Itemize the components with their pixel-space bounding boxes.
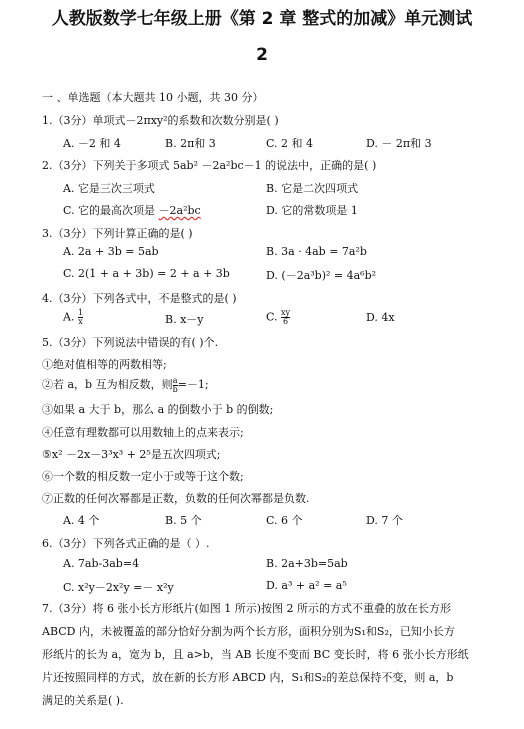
q5-option-a: A. 4 个 xyxy=(63,514,100,527)
q5-item-4: ④任意有理数都可以用数轴上的点来表示; xyxy=(42,426,244,439)
q7-line-3: 形纸片的长为 a，宽为 b，且 a>b，当 AB 长度不变而 BC 变长时，将 6 张小长方形纸 xyxy=(42,648,469,661)
q5-item-7: ⑦正数的任何次幂都是正数，负数的任何次幂都是负数. xyxy=(42,492,310,505)
q1-option-c: C. 2 和 4 xyxy=(266,137,314,150)
q3-option-c: C. 2(1 + a + 3b) = 2 + a + 3b xyxy=(63,267,230,280)
question-7-stem xyxy=(42,597,482,712)
document-title xyxy=(0,6,524,68)
q4-option-a-label: A. xyxy=(63,310,78,324)
q2-option-b: B. 它是二次四项式 xyxy=(266,182,359,195)
q7-line-4: 片还按照同样的方式，放在新的长方形 ABCD 内，S₁和S₂的差总保持不变，则 a，b xyxy=(42,671,454,684)
question-1-stem: 1.（3分）单项式－2πxy²的系数和次数分别是( ) xyxy=(42,114,279,127)
q3-option-d: D. (－2a³b)² = 4a⁶b² xyxy=(266,269,377,282)
q1-option-b: B. 2π和 3 xyxy=(165,137,216,150)
q4-fraction-c-numerator: xy xyxy=(281,308,291,317)
q2-option-c-expression: －2a²bc xyxy=(158,204,201,217)
q5-option-c: C. 6 个 xyxy=(266,514,303,527)
q4-option-a xyxy=(63,309,83,326)
q3-option-b: B. 3a · 4ab = 7a²b xyxy=(266,245,367,258)
q4-option-c-fraction xyxy=(281,309,290,326)
q5-item-2 xyxy=(42,376,209,394)
q5-item-1: ①绝对值相等的两数相等; xyxy=(42,358,167,371)
q6-option-b: B. 2a+3b=5ab xyxy=(266,557,348,570)
q3-option-a: A. 2a + 3b = 5ab xyxy=(63,245,159,258)
q2-option-a: A. 它是三次三项式 xyxy=(63,182,155,195)
question-3-stem: 3.（3分）下列计算正确的是( ) xyxy=(42,227,193,240)
q2-option-c xyxy=(63,202,201,218)
q6-option-d: D. a³ + a² = a⁵ xyxy=(266,579,347,592)
q5-fraction-denominator: b xyxy=(172,384,178,394)
q1-option-a: A. －2 和 4 xyxy=(63,137,121,150)
q4-option-d: D. 4x xyxy=(366,311,395,324)
q4-option-c-label: C. xyxy=(266,310,282,324)
title-line-1: 人教版数学七年级上册《第 2 章 整式的加减》单元测试 xyxy=(51,9,473,29)
q7-line-2: ABCD 内，未被覆盖的部分恰好分割为两个长方形，面积分别为S₁和S₂，已知小长方 xyxy=(42,625,455,638)
q7-line-5: 满足的关系是( ). xyxy=(42,694,124,707)
q5-fraction-numerator: a xyxy=(172,375,178,385)
q4-fraction-c-denominator: 6 xyxy=(283,317,289,326)
q6-option-c: C. x²y－2x²y =－ x²y xyxy=(63,581,174,594)
question-5-stem: 5.（3分）下列说法中错误的有( )个. xyxy=(42,336,219,349)
title-line-2: 2 xyxy=(256,45,268,65)
q4-option-b: B. x－y xyxy=(165,313,204,326)
q5-item-3: ③如果 a 大于 b，那么 a 的倒数小于 b 的倒数; xyxy=(42,403,274,416)
q5-option-b: B. 5 个 xyxy=(165,514,202,527)
q5-item-2-tail: =－1; xyxy=(177,378,209,391)
q5-item-5: ⑤x² －2x－3³x³ + 2⁵是五次四项式; xyxy=(42,448,221,461)
q4-option-a-fraction xyxy=(78,309,83,326)
q2-option-c-text: C. 它的最高次项是 xyxy=(63,204,159,217)
section-heading: 一 、单选题（本大题共 10 小题，共 30 分） xyxy=(42,91,264,104)
question-4-stem: 4.（3分）下列各式中，不是整式的是( ) xyxy=(42,292,237,305)
question-6-stem: 6.（3分）下列各式正确的是（ ）. xyxy=(42,537,210,550)
q4-fraction-a-numerator: 1 xyxy=(77,308,84,317)
q5-item-6: ⑥一个数的相反数一定小于或等于这个数; xyxy=(42,470,244,483)
q4-option-c xyxy=(266,309,290,326)
q1-option-d: D. － 2π和 3 xyxy=(366,137,432,150)
question-2-stem: 2.（3分）下列关于多项式 5ab² －2a²bc－1 的说法中，正确的是( ) xyxy=(42,159,377,172)
q7-line-1: 7.（3分）将 6 张小长方形纸片(如图 1 所示)按图 2 所示的方式不重叠的放在长方形 xyxy=(42,602,452,615)
q2-option-d: D. 它的常数项是 1 xyxy=(266,204,358,217)
q5-option-d: D. 7 个 xyxy=(366,514,403,527)
q4-fraction-a-denominator: x xyxy=(78,317,83,326)
q6-option-a: A. 7ab-3ab=4 xyxy=(63,557,140,570)
q5-item-2-text: ②若 a，b 互为相反数，则 xyxy=(42,378,173,391)
